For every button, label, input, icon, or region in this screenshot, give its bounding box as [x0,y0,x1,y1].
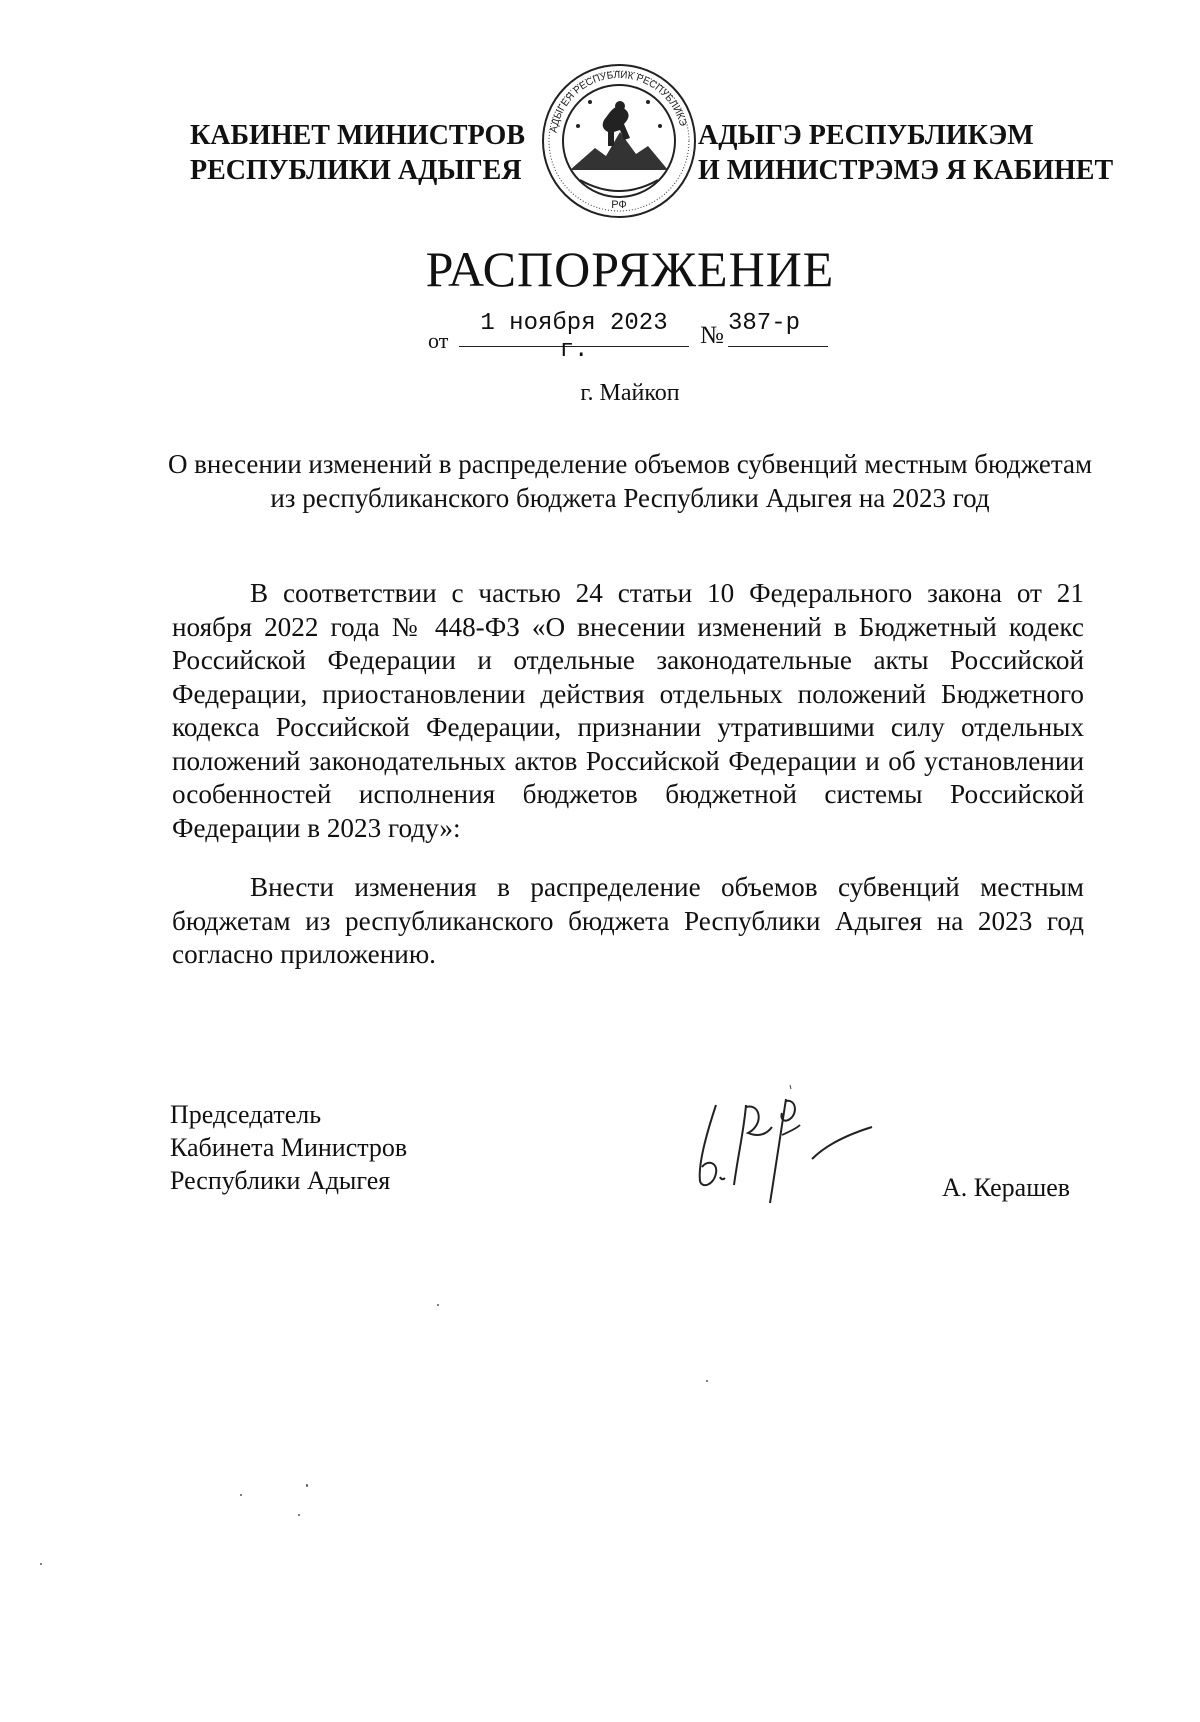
emblem-ring-text: АДЫГЕЯ РЕСПУБЛИК РЕСПУБЛИКЭ [548,69,689,134]
signatory-position [170,1098,407,1197]
emblem-bottom-letters: РФ [611,199,627,211]
date-prefix: от [428,328,449,353]
scan-speck [437,1304,439,1306]
scan-speck [306,1484,308,1487]
number-sign: № [700,322,724,349]
signatory-position-line-1: Председатель [170,1100,322,1129]
signatory-name: А. Керашев [942,1173,1071,1202]
body-paragraph-1: В соответствии с частью 24 статьи 10 Федерального закона от 21 ноября 2022 года № 448-ФЗ «О внесении изменений в Бюджетный кодекс Российской Федерации и отдельные законодательные акты Российской Федерации, приостановлении действия отдельных положений Бюджетного кодекса Российской Федерации, признании утратившими силу отдельных положений законодательных актов Российской Федерации и об установлении особенностей исполнения бюджетов бюджетной системы Российской Федерации в 2023 году»: [172,578,1084,843]
body-paragraph-2: Внести изменения в распределение объемов субвенций местным бюджетам из республиканского бюджета Республики Адыгея на 2023 год согласно приложению. [172,872,1084,969]
header-right-line-2: И МИНИСТРЭМЭ Я КАБИНЕТ [698,155,1114,186]
header-left-line-1: КАБИНЕТ МИНИСТРОВ [190,120,526,151]
header-right-block [698,118,1113,188]
adygea-emblem-icon [540,62,698,220]
scan-speck [706,1380,708,1382]
header-right-line-1: АДЫГЭ РЕСПУБЛИКЭМ [698,120,1034,151]
header-left-block [190,118,525,188]
signatory-position-line-2: Кабинета Министров [170,1133,408,1162]
signatory-position-line-3: Республики Адыгея [170,1166,391,1195]
scan-speck [298,1514,300,1516]
city-line: г. Майкоп [580,380,680,406]
handwritten-signature-icon [686,1085,876,1205]
document-date: 1 ноября 2023 г. [459,310,689,347]
header-left-line-2: РЕСПУБЛИКИ АДЫГЕЯ [190,155,522,186]
scan-speck [40,1563,42,1565]
document-number: 387-р [728,310,828,347]
document-subject: О внесении изменений в распределение объемов субвенций местным бюджетам из республиканского бюджета Республики Адыгея на 2023 год [167,449,1093,513]
document-title: РАСПОРЯЖЕНИЕ [425,241,835,297]
scan-speck [240,1494,242,1496]
